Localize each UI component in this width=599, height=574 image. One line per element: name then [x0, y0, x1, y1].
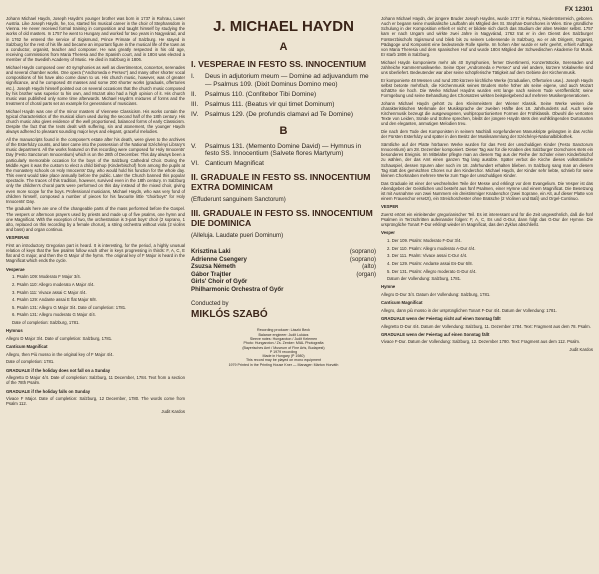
catalog-number: FX 12301 [564, 6, 593, 13]
paragraph: All the manuscripts found in the composer's estate after his death, were given to the archives of the Esterházy counts, and later came into the possession of the National Széchényi Library's music department. All the works featured on this recording were composed for Holy Innocents' Day (Festo Sanctorum Innocentium) which is on the 28th of December. This day always been a particularly memorable occasion for the boys of the Salzburg Cathedral Choir. During the Middle Ages it was the custom to elect a child bishop (Kinderbischof) from among the pupils at the monastery schools on Holy Innocents' Day, who would hold his function for the whole day. This event would take place annually before the public. Later the Church banned this popular spectacle. The traces of this tradition, however, survived even in the 18th century. In Salzburg only the children's choral parts were performed on this day instead of the mixed choir, giving even more scope for the boys. Professional musicians, Michael Haydn, who was very fond of children himself, composed a number of pieces for his favourite little "choirboys" for Holy Innocents' Day. [6, 136, 185, 204]
paragraph: Allegretto D Major 4/4. Date of completion: Salzburg, 11 December, 1784. Text from a section of the 78th Psalm. [6, 375, 185, 386]
paragraph: VESPER [381, 204, 399, 210]
performer-row [191, 286, 376, 294]
credit-line: P 1979 recording [269, 349, 298, 354]
side-b-label: B [279, 124, 288, 137]
paragraph: Allegro, then Più mosso in the original key of F Major 4/4. [6, 351, 114, 357]
credit-line: Sleeve notes: Hungaroton / Judit Kelemen [249, 336, 318, 341]
paragraph: 6. Psalm 131: Allegro moderato G Major 4/4. [12, 312, 96, 318]
paragraph: Michael Haydn was one of the minor masters of Viennese Classicism. His works contain the typical characteristics of the musical idiom used during the second half of the 18th century. His church music also gives evidence of the well proportioned, balanced forms of early Classicism. Despite the fact that the texts dealt with suffering, sin and atonement, the younger Haydn always adhered to pleasant sounding major keys and elegant, graceful melodies. [6, 108, 185, 135]
paragraph: Michael Haydn komponierte mehr als 40 Symphonien, ferner Divertimenti, Konzertstücke, Serenaden und zahlreiche Kammermusikwerke. Seine Oper „Andromeda e Perseo" und viel andere, kürzere Vokalwerke sind uns überliefert. Bedeutender war aber seine schöpferische Tätigkeit auf dem Gebiete der Kirchenmusik. [381, 59, 593, 76]
performer-name: Girls' Choir of Győr [191, 278, 248, 286]
paragraph: Er komponierte 48 Messen und rund 200 kürzere kirchliche Werke (Gradualien, Offertorien usw.). Joseph Haydn selbst betonte mehrfach, die Kirchenmusik seines Bruders stehe höher als seine eigene, und auch Mozart schätzte sie hoch. Die Werke Michael Haydns wurden erst lange nach seinem Tode veröffentlicht; seine Formgebung und seine Behandlung des Chorsatzes wirkten beispielgebend auf mehrere Musikergenerationen. [381, 77, 593, 99]
performer-role: (soprano) [349, 255, 376, 263]
paragraph: Johann Michael Haydn, der jüngere Bruder Joseph Haydns, wurde 1737 in Rohrau, Niederösterreich, geboren. Auch er begann seine musikalische Laufbahn als Mitglied des St. Stephan-Domchores in Wien. Eine gründliche Schulung in der Komposition erhielt er nicht; er bildete sich durch das Studium der alten Meister selbst. 1757 kam er nach Ungarn und wirkte zwei Jahre in Nagyvárad, 1762 trat er in den Dienst des Salzburger Fürsterzbischofs Sigismund und blieb bis zu seinem Lebensende in Salzburg, wo er als Dirigent, Organist, Pädagoge und Komponist eine bedeutende Rolle spielte. Im hohen Alter wurde er sehr geehrt, erhielt Aufträge von Maria Theresia und dem spanischen Hof und wurde 1804 Mitglied der Schwedischen Akademie für Musik. Er starb 1806 in Salzburg. [381, 16, 593, 58]
paragraph: Allegro D-Dur 3/4. Datum der Vollendung: Salzburg, 1781. [381, 292, 491, 298]
side-b-movements [191, 143, 376, 168]
movement-text: Canticum Magnificat [205, 160, 264, 168]
paragraph: Hymnus [6, 328, 23, 334]
paragraph: Allegretto D-Dur 4/4. Datum der Vollendung: Salzburg, 11. Dezember 1784. Text: Fragment aus dem 78. Psalm. [381, 323, 591, 329]
work-3-subtitle: (Alleluja. Laudate pueri Dominum) [191, 232, 284, 240]
performer-row [191, 278, 376, 286]
movement-text: Psalmus 110. (Confitebor Tibi Domine) [205, 90, 317, 98]
paragraph: 3. Der 111. Psalm: Vivace assai C-Dur 4/4. [387, 253, 468, 259]
movement-text: Psalmus 111. (Beatus vir qui timet Dominum) [205, 100, 335, 108]
performer-row [191, 271, 376, 279]
side-a-movements [191, 73, 376, 118]
paragraph: Michael Haydn composed over 40 symphonies as well as divertimentos, concertos, serenades and several chamber works. One opera ("Andromeda e Perseo") and many other shorter vocal compositions of his have also come down to us. His church music, however, was of greater significance, and he composed 48 masses and some 200 shorter works (graduals, offertories etc.). Joseph Haydn himself pointed out on several occasions that the church music composed by his brother was superior to his own, and Mozart also had a high opinion of it. His church music was published only some time afterwards. Michael Haydn's mixtures of forms and the treatment of choral parts set an example for generations of musicians. [6, 64, 185, 106]
movement-number: II. [191, 90, 197, 98]
paragraph: 5. Der 131. Psalm: Allegro moderato G-Dur 4/4. [387, 268, 477, 274]
credit-line: Recording producer: László Beck [257, 328, 310, 333]
paragraph: 4. Psalm 129: Andante assai E flat Major 6/8. [12, 297, 97, 303]
paragraph: Canticum Magnificat [381, 300, 423, 306]
paragraph: GRADUALE wenn der Feiertag auf einen Sonntag fällt [381, 331, 490, 337]
credit-line: Made in Hungary (P 1980) [262, 354, 305, 359]
work-2-subtitle: (Effuderunt sanguinem Sanctorum) [191, 196, 286, 204]
paragraph: VESPERAE [6, 235, 30, 241]
work-2-title: II. GRADUALE IN FESTO SS. INNOCENTIUM EXTRA DOMINICAM [191, 171, 371, 193]
paragraph: Vivace F Major. Date of completion: Salzburg, 12 December, 1780. The words come from Psalm 112. [6, 396, 185, 407]
program-column [191, 16, 376, 568]
credit-line: (Bayerisches Amt / Museum of Fine Arts, Budapest) [242, 345, 325, 350]
paragraph: GRADUALE wenn der Feiertag nicht auf einen Sonntag fällt [381, 316, 501, 321]
german-notes-column [381, 16, 593, 568]
paragraph: Date of completion: Salzburg, 1781. [12, 320, 80, 326]
paragraph: 4. Der 129. Psalm: Andante assai Es-Dur 6/8. [387, 260, 473, 266]
paragraph: GRADUALE if the holiday does not fall on a Sunday [6, 367, 111, 373]
side-a-label: A [279, 41, 288, 53]
paragraph: Canticum Magnificat [6, 344, 48, 350]
paragraph: Date of completion: 1781. [6, 359, 55, 365]
performer-role: (organ) [356, 270, 376, 278]
movement-item [191, 160, 376, 168]
paragraph: First an introductory Gregorian part is heard. It is interesting, for the period, a highly unusual relation of keys that the five psalms follow each other in keys progressing in thirds: F, A, C, E flat and G major, and then the G Major of the hymn. The original key of F Major is heard in the Magnificat which ends the cycle. [6, 242, 185, 264]
performer-name: Krisztina Laki [191, 248, 231, 256]
movement-text: Psalmus 131. (Memento Domine David) — Hymnus in festo SS. Innocentium (Salvete flores Martyrum) [205, 142, 362, 158]
credit-line: Photo: Hungaroton / Zs. Zenker: MIAL Photografia [243, 341, 324, 346]
movement-text: Psalmus 129. (De profundis clamavi ad Te Domine) [205, 111, 354, 119]
performer-row [191, 263, 376, 271]
work-3-title: III. GRADUALE IN FESTO SS. INNOCENTIUM DIE DOMINICA [191, 207, 373, 228]
performer-name: Adrienne Csengery [191, 255, 247, 263]
paragraph: Vivace F-Dur. Datum der Vollendung: Salzburg, 12. Dezember 1780. Text: Fragment aus dem 112. Psalm. [381, 339, 581, 345]
paragraph: Vesperae [6, 266, 25, 272]
performer-row [191, 248, 376, 256]
performer-role: (alto) [362, 263, 376, 271]
english-notes-column [6, 16, 185, 568]
paragraph: Judit Kardos [569, 347, 593, 353]
movement-number: I. [191, 73, 195, 81]
paragraph: GRADUALE if the holiday falls on Sunday [6, 388, 91, 394]
paragraph: Die nach dem Tode des Komponisten in seinem Nachlaß vorgefundenen Manuskripte gelangten in das Archiv der Fürsten Esterházy und später in den Besitz der Musiksammlung der Széchényi-Nationalbibliothek. [381, 129, 593, 140]
paragraph: 2. Psalm 110: Allegro moderato A Major 4/4. [12, 281, 95, 287]
movement-number: VI. [191, 160, 199, 168]
paragraph: Judit Kardos [161, 409, 185, 414]
paragraph: Das Graduale ist einer der wechselnden Teile der Messe und erklingt vor dem Evangelium. Die Vesper ist das Abendgebet der Geistlichen und besteht aus fünf Psalmen, einer Hymne und einem Magnificat. Die Besetzung ist mit Ausnahme von zwei Nummern ein dreistimmiger Knabenchor (zwei Soprane, ein Alt, auf dieser Platte von einem Frauenchor ersetzt), ein Streichorchester ohne Bratsche (2 Violinen und Baß) und Orgel-Continuo. [381, 180, 593, 201]
paragraph: 1. Der 109. Psalm: Moderato F-Dur 3/4. [387, 237, 462, 243]
credit-line: 1979 Printed in the Printing House Kner — Manager: Márton Horváth [228, 362, 339, 367]
conductor-name: MIKLÓS SZABÓ [191, 309, 268, 321]
movement-number: III. [191, 100, 199, 108]
credit-line: Balance engineer: Judit Lukács [258, 332, 309, 337]
header-bar [6, 6, 593, 15]
production-credits [191, 328, 376, 367]
paragraph: 5. Psalm 131: Allegro G Major 3/4. Date of completion: 1781. [12, 304, 127, 310]
conducted-by-label: Conducted by [191, 300, 229, 308]
paragraph: Allegro, dann più mosso in der ursprünglichen Tonart F-Dur 4/4. Datum der Vollendung: 1781. [381, 307, 557, 313]
performers-list [191, 248, 376, 293]
performer-name: Philharmonic Orchestra of Győr [191, 285, 284, 293]
performer-row [191, 256, 376, 264]
credit-line: This record may be played on mono equipment [245, 358, 322, 363]
movement-text: Deus in adjutorium meum — Domine ad adjuvandum me — Psalmus 109. (Dixit Dominus Domino meo) [205, 73, 369, 88]
paragraph: The graduals here are one of the changeable parts of the mass performed before the Gospel. The vespers or afternoon prayers used by priests and made up of five psalms, one hymn and one Magnificat. With the exception of two, the orchestration is 3-part boys' choir (2 soprano, 1 alto, replaced on this recording by a female chorus), a string orchestra without viola (2 violins and bass) and organ continuo. [6, 206, 185, 233]
paragraph: Zuerst ertönt ein einleitender gregorianischer Teil. Es ist interessant und für die Zeit ungewöhnlich, daß die fünf Psalmen in Terzschritten aufeinander folgen: F, A, C, Es und G-Dur, dann folgt das G-Dur der Hymne. Die ursprüngliche Tonart F-Dur erklingt wieder im Magnificat, das den Zyklus abschließt. [381, 211, 593, 228]
movement-number: IV. [191, 111, 199, 119]
paragraph: Johann Michael Haydn gehört zu den Kleinmeistern der Wiener Klassik. Seine Werke weisen die charakteristischen Merkmale der Musiksprache der zweiten Hälfte des 18. Jahrhunderts auf. Auch seine Kirchenmusik bezeugt die ausgewogenen, wohlproportionierten Formen der Frühklassik. Obwohl die vertonten Texte von Leiden, Sünde und Sühne sprechen, bleibt der jüngere Haydn stets den wohlklingenden Durtonarten und den eleganten, anmutigen Melodien treu. [381, 100, 593, 127]
movement-item [191, 143, 376, 158]
movement-item [191, 111, 376, 119]
performer-role: (soprano) [349, 248, 376, 256]
paragraph: Hymne [381, 284, 396, 290]
work-1-title: I. VESPERAE IN FESTO SS. INNOCENTIUM [191, 59, 367, 69]
movement-item [191, 101, 376, 109]
movement-item [191, 91, 376, 99]
paragraph: 3. Psalm 111: Vivace assai C Major 4/4. [12, 289, 87, 295]
paragraph: Allegro D Major 3/4. Date of completion: Salzburg, 1781. [6, 335, 113, 341]
paragraph: Sämtliche auf der Platte hörbaren Werke wurden für das Fest der unschuldigen Kinder (Festo Sanctorum Innocentium) am 28. Dezember komponiert. Dieser Tag war für die Knaben des Salzburger Domchores stets ein besonderes Ereignis. Im Mittelalter pflegte man an diesem Tag aus der Reihe der Schüler einen Kinderbischof zu wählen, der das Amt einen ganzen Tag lang ausübte. Später verbot die Kirche dieses volkstümliche Schauspiel, dessen Spuren aber noch im 18. Jahrhundert erhalten blieben. In Salzburg sang man an diesem Tag statt des gemischten Chores nur den Kinderchor. Michael Haydn, der Kinder sehr liebte, schrieb für seine kleinen Chorknaben mehrere Werke zum Tage der unschuldigen Kinder. [381, 141, 593, 178]
paragraph: Vesper [381, 230, 395, 236]
performer-name: Gábor Trajtler [191, 270, 231, 278]
paragraph: 2. Der 110. Psalm: Allegro moderato A-Dur 4/4. [387, 245, 476, 251]
performer-name: Zsuzsa Németh [191, 263, 236, 271]
paragraph: 1. Psalm 109: Moderato F Major 3/4. [12, 274, 81, 280]
paragraph: Datum der Vollendung: Salzburg, 1781. [387, 276, 462, 282]
paragraph: Johann Michael Haydn, Joseph Haydn's younger brother was born in 1737 in Rohrau, Lower Austria. Like Joseph Haydn, he, too, started his musical career in the choir of Stephansdom in Vienna. He never received formal training in composition and taught himself by studying the works of old masters. In 1757 he went to Hungary and worked for two years in Nagyvárad, and in 1762 he entered the service of Sigismund, Prince Primate of Salzburg. He stayed in Salzburg for the rest of his life and became an important figure in the musical life of the town as a conductor, organist, teacher and composer. He was greatly respected in his old age, receiving commissions from Maria Theresa and the Spanish court, and in 1804 was elected a member of the Swedish Academy of Music. He died in Salzburg in 1806. [6, 16, 185, 63]
movement-number: V. [191, 142, 197, 150]
album-title: J. MICHAEL HAYDN [213, 18, 354, 35]
movement-item [191, 73, 376, 88]
